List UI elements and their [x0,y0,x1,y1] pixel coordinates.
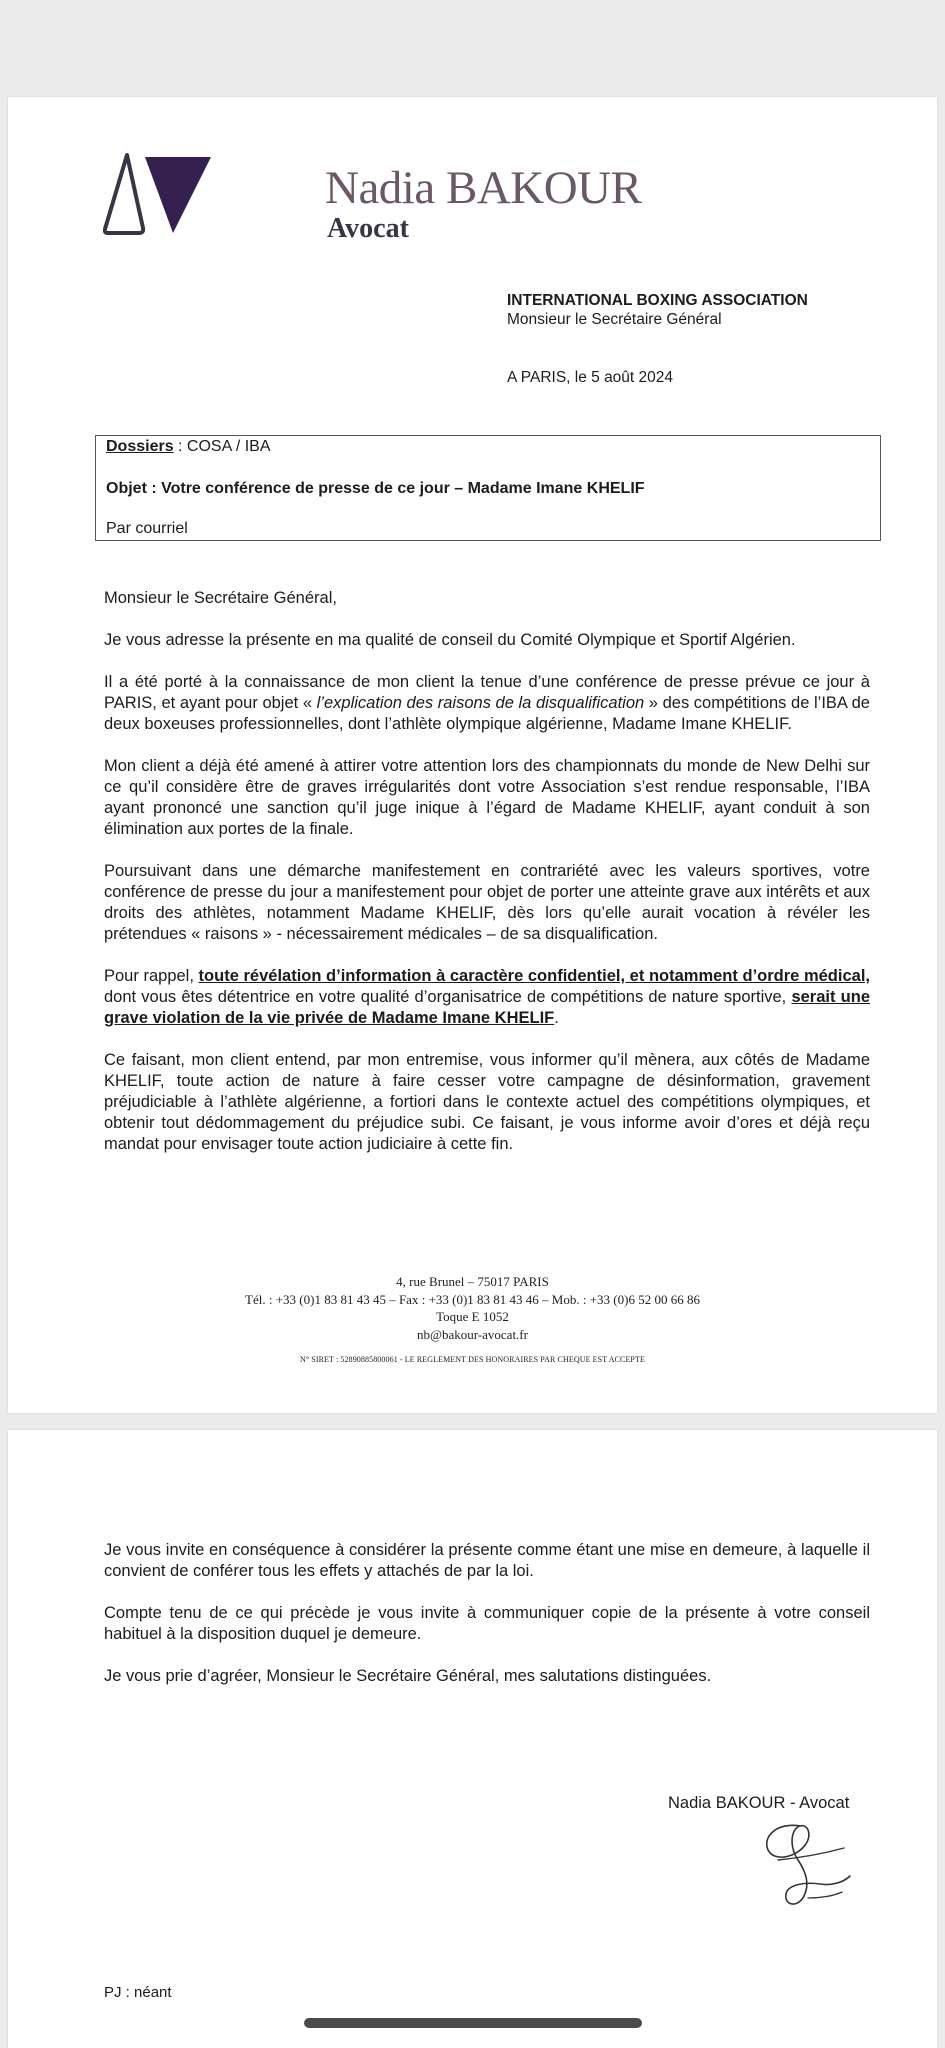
p2-italic: l’explication des raisons de la disqualification [316,694,645,712]
signatory-name: Nadia BAKOUR - Avocat [668,1794,850,1812]
recipient-addressee: Monsieur le Secrétaire Général [507,311,722,328]
p2-text-a: Il a été porté à la connaissance de mon client la tenue d’une conférence de presse prévue ce jour à PARIS, et ayant pour objet « [104,673,870,712]
salutation: Monsieur le Secrétaire Général, [104,589,337,607]
p5-text-b: dont vous êtes détentrice en votre qualité d’organisatrice de compétitions de nature sportive, [104,988,792,1006]
footer-phones: Tél. : +33 (0)1 83 81 43 45 – Fax : +33 (0)1 83 81 43 46 – Mob. : +33 (0)6 52 00 66 86 [245,1291,700,1307]
p5-bold-1: toute révélation d’information à caractère confidentiel, et notamment d’ordre médical, [198,967,870,985]
page2-paragraph-1: Je vous invite en conséquence à considérer la présente comme étant une mise en demeure, à laquelle il convient de conférer tous les effets y attachés de par la loi. [104,1541,870,1580]
footer-email: nb@bakour-avocat.fr [417,1326,528,1342]
p5-text-c: . [554,1009,559,1027]
footer-address: 4, rue Brunel – 75017 PARIS [396,1274,549,1289]
page2-body [104,1540,870,1708]
paragraph-5 [104,966,870,1029]
letter-date: A PARIS, le 5 août 2024 [507,369,674,386]
letter-page-2 [8,1430,937,2048]
paragraph-2 [104,672,870,735]
paragraph-1: Je vous adresse la présente en ma qualité de conseil du Comité Olympique et Sportif Algérien. [104,631,796,649]
dossiers-label: Dossiers [106,438,174,455]
paragraph-4: Poursuivant dans une démarche manifestement en contrariété avec les valeurs sportives, votre conférence de presse du jour a manifestement pour objet de porter une atteinte grave aux intérêts et aux droits des athlètes, notamment Madame KHELIF, dès lors qu’elle aurait vocation à révéler les prétendues « raisons » - nécessairement médicales – de sa disqualification. [104,862,870,943]
page2-paragraph-2: Compte tenu de ce qui précède je vous invite à communiquer copie de la présente à votre conseil habituel à la disposition duquel je demeure. [104,1604,870,1643]
recipient-organization: INTERNATIONAL BOXING ASSOCIATION [507,292,808,309]
p2-text-b: » des compétitions de l’IBA de deux boxeuses professionnelles, dont l’athlète olympique algérienne, Madame Imane KHELIF. [104,694,870,733]
dossiers-value: : COSA / IBA [173,438,271,455]
p5-bold-2: serait une grave violation de la vie privée de Madame Imane KHELIF [104,988,871,1027]
footer-siret: N° SIRET : 52890885800061 - LE REGLEMENT DES HONORAIRES PAR CHEQUE EST ACCEPTE [300,1355,645,1364]
p5-text-a: Pour rappel, [104,967,199,985]
letter-page-1 [8,97,937,1413]
objet-line [106,480,645,498]
triangle-logo-icon [103,151,213,237]
recipient-block [507,291,808,329]
dossiers-line [106,438,271,456]
footer-toque: Toque E 1052 [436,1309,509,1324]
letter-body [104,588,870,1176]
paragraph-6: Ce faisant, mon client entend, par mon entremise, vous informer qu’il mènera, aux côtés de Madame KHELIF, toute action de nature à faire cesser votre campagne de désinformation, gravement préjudiciable à l’athlète algérienne, a fortiori dans le contexte actuel des compétitions olympiques, et obtenir tout dédommagement du préjudice subi. Ce faisant, je vous informe avoir d’ores et déjà reçu mandat pour envisager toute action judiciaire à cette fin. [104,1051,870,1153]
letterhead-logo [103,151,642,244]
delivery-method: Par courriel [106,520,188,537]
paragraph-3: Mon client a déjà été amené à attirer votre attention lors des championnats du monde de New Delhi sur ce qu’il considère être de graves irrégularités dont votre Association s’est rendue responsable, l’IBA ayant prononcé une sanction qu’il juge inique à l’égard de Madame KHELIF, ayant conduit à son élimination aux portes de la finale. [104,757,870,838]
subject-box [95,435,881,541]
page2-paragraph-3: Je vous prie d’agréer, Monsieur le Secrétaire Général, mes salutations distinguées. [104,1667,712,1685]
objet-value: : Votre conférence de presse de ce jour – Madame Imane KHELIF [146,480,645,497]
handwritten-signature [748,1814,858,1914]
letterhead-title: Avocat [327,213,409,244]
objet-label: Objet [106,480,147,497]
letter-footer [8,1273,937,1369]
home-indicator[interactable] [304,2018,642,2028]
attachments-note: PJ : néant [104,1984,172,2001]
letterhead-name: Nadia BAKOUR [325,162,642,214]
